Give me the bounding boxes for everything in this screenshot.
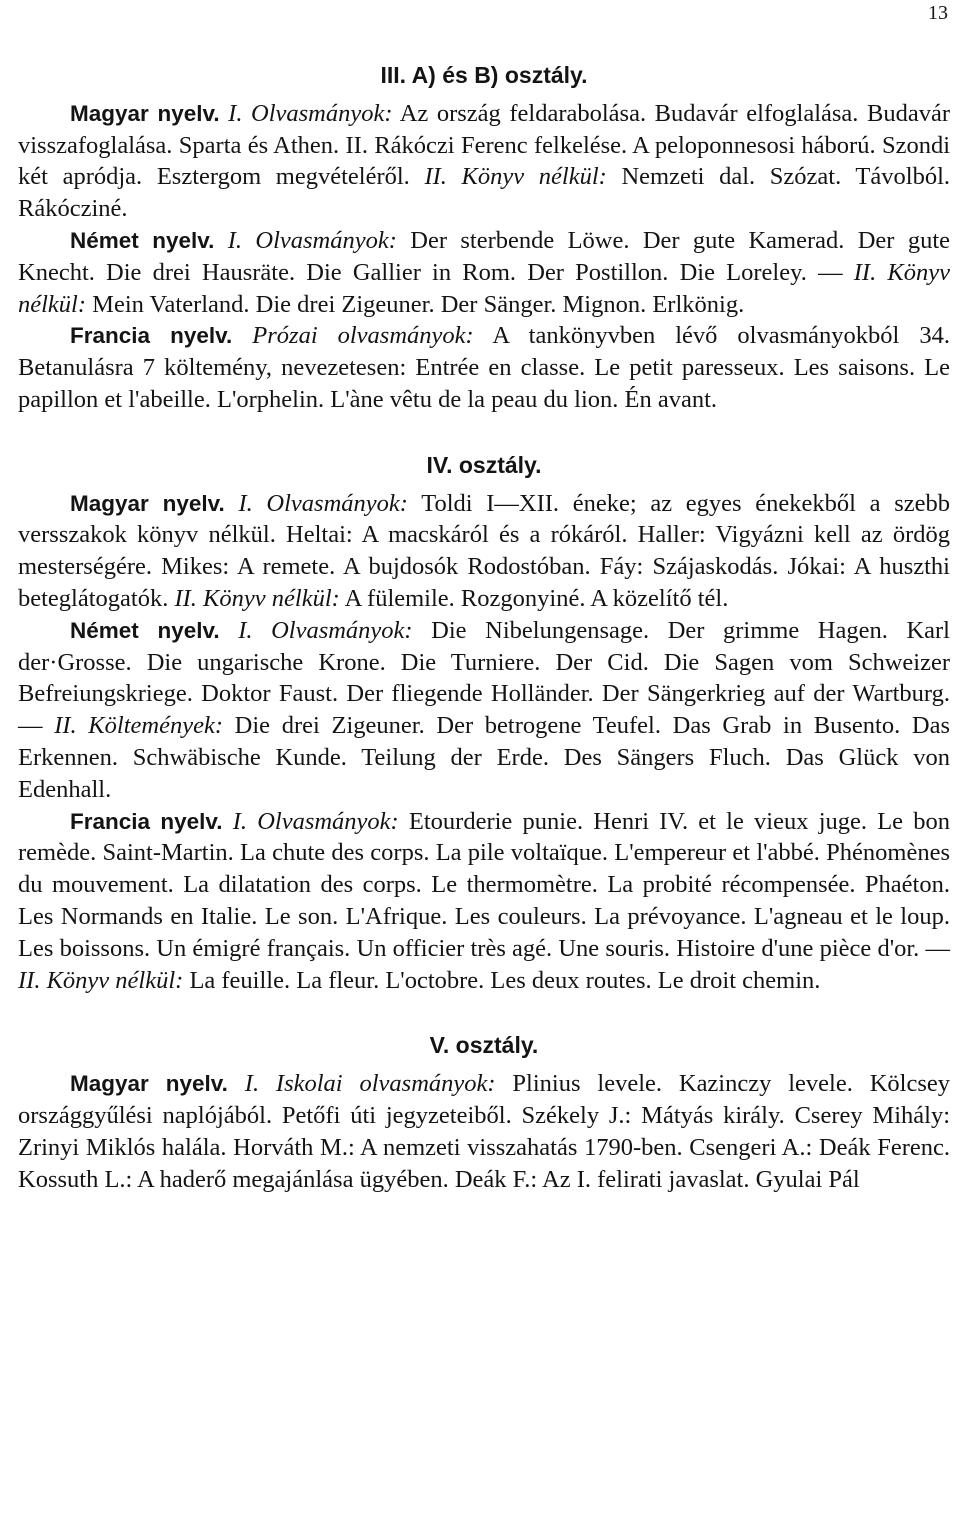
memorize-heading: II. Könyv nélkül: <box>424 163 607 191</box>
reading-heading: I. Olvasmányok: <box>228 99 393 127</box>
language-label: Francia nyelv. <box>70 323 233 349</box>
reading-list: Toldi I—XII. éneke; az egyes énekekből a szebb versszakok könyv nélkül. Heltai: A macskáról és a rókáról. Haller: Vigyázni kell az ördög mesterségére. Mikes: A remete. A bujdosók Rodostóban. Fáy: Szájaskodás. Jókai: A huszthi beteglátogatók. <box>18 489 951 612</box>
language-label: Német nyelv. <box>70 227 215 253</box>
reading-heading: I. Iskolai olvasmányok: <box>244 1070 496 1098</box>
reading-heading: I. Olvasmányok: <box>238 616 413 644</box>
memorize-list: A fülemile. Rozgonyiné. A közelítő tél. <box>339 584 729 612</box>
memorize-list: Nemzeti dal. Szózat. Távolból. Rákócziné. <box>18 163 951 223</box>
reading-heading: I. Olvasmányok: <box>227 226 397 254</box>
reading-list: A tankönyvben lévő olvasmányokból 34. Betanulásra 7 költemény, nevezetesen: Entrée en classe. Le petit paresseux. Les saisons. Le papillon et l'abeille. L'orphelin. L'àne vêtu de la peau du lion. Én avant. <box>18 322 950 413</box>
language-label: Magyar nyelv. <box>70 1071 228 1097</box>
section-title-iii: III. A) és B) osztály. <box>380 62 588 88</box>
language-label: Francia nyelv. <box>70 808 223 834</box>
language-label: Magyar nyelv. <box>70 100 220 126</box>
poems-heading: II. Költemények: <box>54 712 223 740</box>
reading-list: Die Nibelungensage. Der grimme Hagen. Karl der·Grosse. Die ungarische Krone. Die Turniere. Der Cid. Die Sagen vom Schweizer Befreiungskriege. Doktor Faust. Der fliegende Holländer. Der Sängerkrieg auf der Wartburg. — <box>18 616 950 740</box>
memorize-heading: II. Könyv nélkül: <box>174 584 340 612</box>
page-number: 13 <box>928 2 948 24</box>
paragraph-iv-nemet <box>18 615 950 806</box>
reading-heading: I. Olvasmányok: <box>232 807 399 835</box>
reading-list: Der sterbende Löwe. Der gute Kamerad. Der gute Knecht. Die drei Hausräte. Die Gallier in Rom. Der Postillon. Die Loreley. — <box>18 226 950 286</box>
poems-list: Die drei Zigeuner. Der betrogene Teufel. Das Grab in Busento. Das Erkennen. Schwäbische Kunde. Teilung der Erde. Des Sängers Fluch. Das Glück von Edenhall. <box>18 712 951 803</box>
language-label: Német nyelv. <box>70 617 220 643</box>
reading-list: Plinius levele. Kazinczy levele. Kölcsey országgyűlési naplójából. Petőfi úti jegyzeteiből. Székely J.: Mátyás király. Cserey Mihály: Zrinyi Miklós halála. Horváth M.: A nemzeti visszahatás 1790-ben. Csengeri A.: Deák Ferenc. Kossuth L.: A haderő megajánlása ügyében. Deák F.: Az I. felirati javaslat. Gyulai Pál <box>18 1070 951 1193</box>
reading-list: Etourderie punie. Henri IV. et le vieux juge. Le bon remède. Saint-Martin. La chute des corps. La pile voltaïque. L'empereur et l'abbé. Phénomènes du mouvement. La dilatation des corps. Le thermomètre. La probité récompensée. Phaéton. Les Normands en Italie. Le son. L'Afrique. Les couleurs. La prévoyance. L'agneau et le loup. Les boissons. Un émigré français. Un officier très agé. Une souris. Histoire d'une pièce d'or. — <box>18 807 951 962</box>
section-title-v: V. osztály. <box>429 1032 539 1059</box>
memorize-heading: II. Könyv nélkül: <box>18 966 184 994</box>
paragraph-iii-francia <box>18 320 950 415</box>
paragraph-iv-francia <box>18 806 950 997</box>
memorize-list: La feuille. La fleur. L'octobre. Les deux routes. Le droit chemin. <box>183 966 821 994</box>
document-body <box>18 60 950 1195</box>
paragraph-iii-magyar <box>18 98 950 225</box>
paragraph-v-magyar <box>18 1068 950 1195</box>
reading-heading: I. Olvasmányok: <box>238 489 408 517</box>
paragraph-iii-nemet <box>18 225 950 320</box>
reading-heading: Prózai olvasmányok: <box>252 322 474 350</box>
reading-list: Az ország feldarabolása. Budavár elfoglalása. Budavár visszafoglalása. Sparta és Athen. II. Rákóczi Ferenc felkelése. A peloponnesosi háború. Szondi két apródja. Esztergom megvételéről. <box>18 99 950 191</box>
paragraph-iv-magyar <box>18 488 950 615</box>
memorize-heading: II. Könyv nélkül: <box>18 258 950 318</box>
section-title-iv: IV. osztály. <box>426 451 542 478</box>
language-label: Magyar nyelv. <box>70 490 225 516</box>
memorize-list: Mein Vaterland. Die drei Zigeuner. Der Sänger. Mignon. Erlkönig. <box>86 290 745 318</box>
